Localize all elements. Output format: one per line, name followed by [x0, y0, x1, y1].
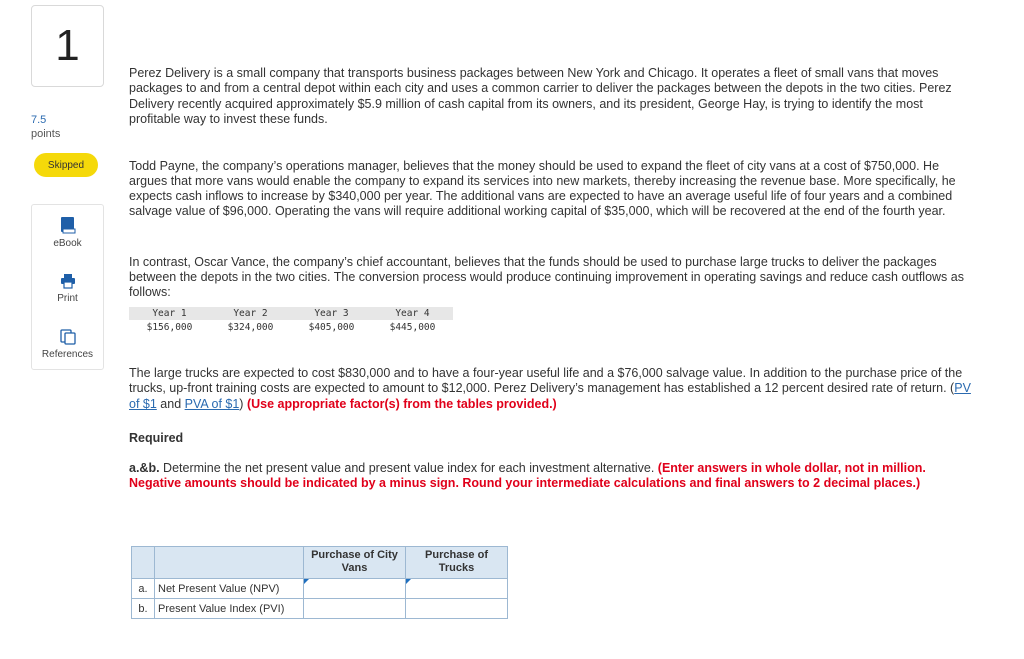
- ebook-button[interactable]: [32, 216, 103, 249]
- row-label: Present Value Index (PVI): [155, 599, 304, 619]
- paragraph-text: Determine the net present value and present value index for each investment alternative.: [159, 461, 658, 475]
- tools-panel: [31, 204, 104, 370]
- print-button[interactable]: [32, 273, 103, 304]
- printer-icon: [60, 273, 76, 289]
- savings-header: Year 4: [372, 307, 453, 320]
- paragraph-text: In contrast, Oscar Vance, the company’s chief accountant, believes that the funds should be used to purchase large trucks to deliver the packages between the depots in the two cities. The conversion process would produce continuing improvement in operating savings and reduce cash outflows as follows:: [129, 254, 964, 300]
- header-blank: [132, 547, 155, 579]
- input-marker-icon: [304, 579, 309, 584]
- savings-value: $324,000: [227, 322, 274, 333]
- col-header-trucks: Purchase of Trucks: [406, 547, 508, 579]
- paragraph-text: Todd Payne, the company’s operations manager, believes that the money should be used to expand the fleet of city vans at a cost of $750,000. He argues that more vans would enable the company to expand its services into new markets, thereby increasing the revenue base. More specifically, he expects cash inflows to increase by $340,000 per year. The additional vans are expected to have an average useful life of four years and a combined salvage value of $96,000. Operating the vans will require additional working capital of $35,000, which will be recovered at the end of the fourth year.: [129, 158, 956, 219]
- print-label: Print: [57, 293, 78, 304]
- requirement-text: [129, 461, 974, 492]
- instruction-text: (Use appropriate factor(s) from the tables provided.): [246, 396, 557, 411]
- problem-paragraph-2: [129, 146, 974, 232]
- npv-trucks-cell: [406, 579, 508, 599]
- row-label: Net Present Value (NPV): [155, 579, 304, 599]
- npv-trucks-input[interactable]: [406, 579, 507, 598]
- row-letter: a.: [132, 579, 155, 599]
- table-row: [132, 579, 508, 599]
- answer-table: [131, 546, 508, 619]
- pvi-trucks-input[interactable]: [406, 599, 507, 618]
- savings-value: $445,000: [389, 322, 436, 333]
- savings-value: $405,000: [308, 322, 355, 333]
- ebook-label: eBook: [53, 238, 82, 249]
- pvi-trucks-cell: [406, 599, 508, 619]
- header-blank: [155, 547, 304, 579]
- points-label: points: [31, 128, 61, 140]
- points-value: 7.5: [31, 114, 47, 126]
- savings-header: Year 2: [210, 307, 291, 320]
- instruction-text: (Enter answers in whole dollar, not in million. Negative amounts should be indicated by a minus sign. Round your intermediate calculations and final answers to 2 decimal places.): [129, 461, 926, 491]
- problem-paragraph-4: [129, 366, 974, 412]
- paragraph-text: The large trucks are expected to cost $830,000 and to have a four-year useful life and a $76,000 salvage value. In addition to the purchase price of the trucks, up-front training costs are expected to amount to $12,000. Perez Delivery’s management has established a 12 percent desired rate of return. (: [129, 366, 963, 396]
- npv-city-vans-input[interactable]: [304, 579, 405, 598]
- row-letter: b.: [132, 599, 155, 619]
- required-heading: Required: [129, 431, 184, 445]
- status-badge: Skipped: [34, 153, 98, 177]
- paragraph-text: and: [156, 396, 185, 411]
- pv-of-1-link[interactable]: PV of $1: [129, 381, 971, 411]
- col-header-city-vans: Purchase of City Vans: [304, 547, 406, 579]
- savings-value: $156,000: [146, 322, 193, 333]
- problem-paragraph-1: [129, 66, 974, 127]
- question-number: 1: [31, 5, 104, 87]
- pvi-city-vans-input[interactable]: [304, 599, 405, 618]
- paragraph-text: Perez Delivery is a small company that transports business packages between New York and Chicago. It operates a fleet of small vans that moves packages to and from a central depot within each city and uses a common carrier to deliver the packages between the depots in the two cities. Perez Delivery recently acquired approximately $5.9 million of cash capital from its owners, and its president, George Hay, is trying to identify the most profitable way to invest these funds.: [129, 66, 952, 126]
- problem-paragraph-3: [129, 242, 974, 313]
- book-icon: [60, 216, 76, 234]
- pvi-city-vans-cell: [304, 599, 406, 619]
- references-button[interactable]: [32, 329, 103, 360]
- paragraph-text: ): [239, 396, 247, 411]
- input-marker-icon: [406, 579, 411, 584]
- savings-table: [129, 307, 453, 335]
- points-block: [31, 113, 60, 141]
- npv-city-vans-cell: [304, 579, 406, 599]
- table-row: [132, 599, 508, 619]
- requirement-label: a.&b.: [129, 461, 160, 475]
- pva-of-1-link[interactable]: PVA of $1: [184, 396, 240, 411]
- references-icon: [60, 329, 76, 345]
- references-label: References: [41, 349, 94, 360]
- savings-header: Year 3: [291, 307, 372, 320]
- savings-header: Year 1: [129, 307, 210, 320]
